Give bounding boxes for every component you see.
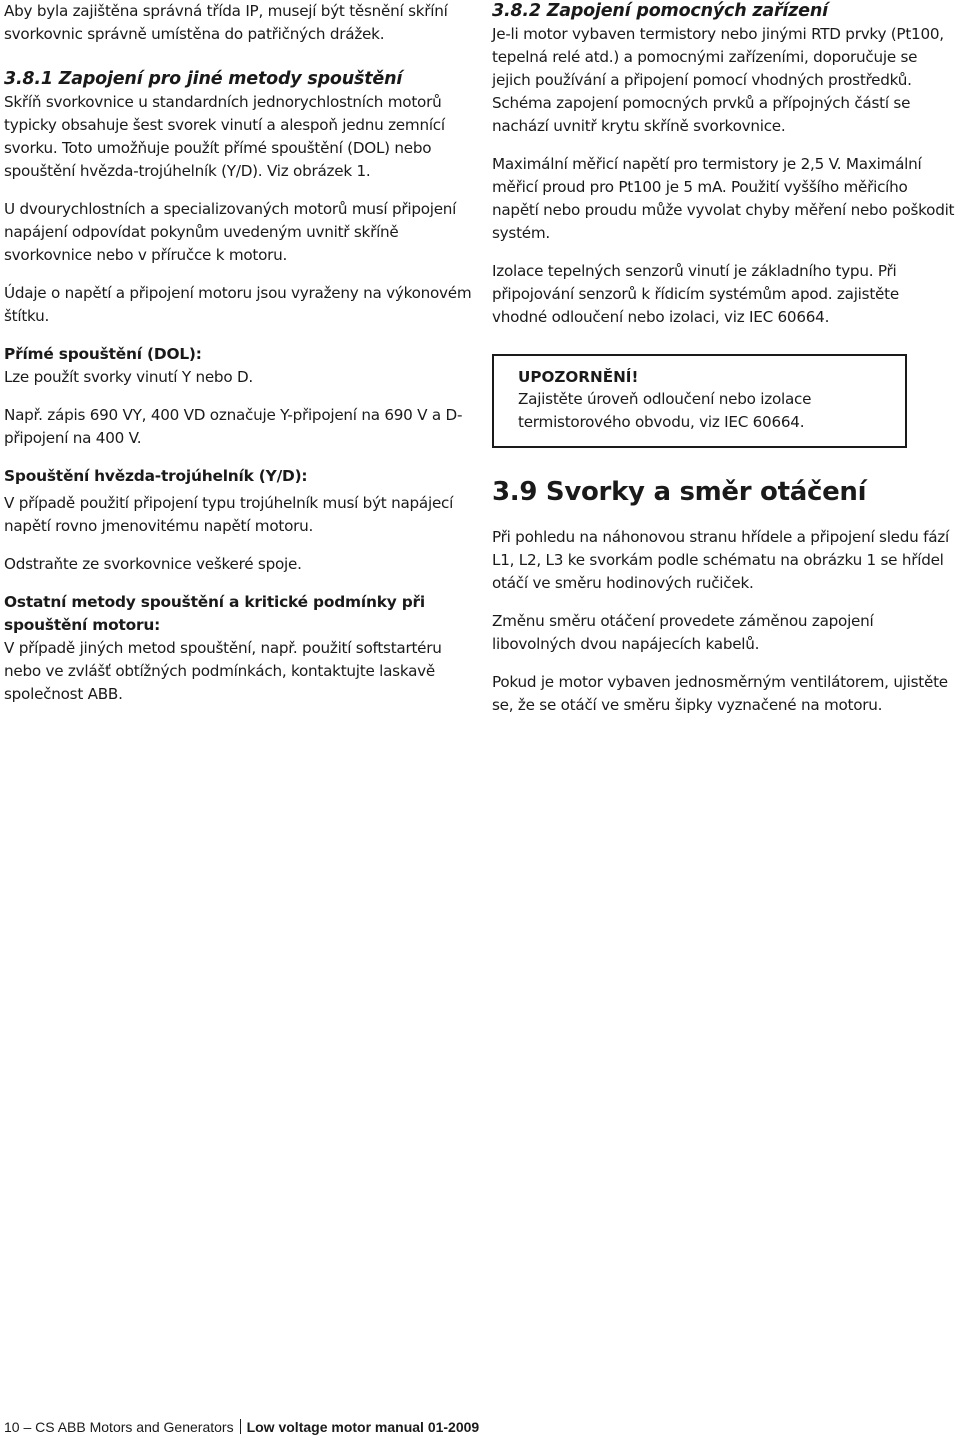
section-3-8-2-paragraph-3: Izolace tepelných senzorů vinutí je základního typu. Při připojování senzorů k řídicím systémům apod. zajistěte vhodné odloučení nebo izolaci, viz IEC 60664. xyxy=(492,262,899,326)
section-3-8-2-heading: 3.8.2 Zapojení pomocných zařízení xyxy=(492,1,828,21)
page-footer xyxy=(4,1418,479,1436)
warning-title: UPOZORNĚNÍ! xyxy=(518,368,639,386)
section-3-8-2-paragraph-1: Je-li motor vybaven termistory nebo jinými RTD prvky (Pt100, tepelná relé atd.) a pomocnými zařízeními, doporučuje se jejich používání a připojení pomocí vhodných prostředků. Schéma zapojení pomocných prvků a přípojných částí se nachází uvnitř krytu skříně svorkovnice. xyxy=(492,25,944,135)
footer-divider xyxy=(240,1419,241,1434)
dol-paragraph-2: Např. zápis 690 VY, 400 VD označuje Y-připojení na 690 V a D-připojení na 400 V. xyxy=(4,406,463,447)
section-3-8-1-paragraph-1: Skříň svorkovnice u standardních jednorychlostních motorů typicky obsahuje šest svorek vinutí a alespoň jednu zemnící svorku. Toto umožňuje použít přímé spouštění (DOL) nebo spouštění hvězda-trojúhelník (Y/D). Viz obrázek 1. xyxy=(4,93,445,180)
section-3-9-paragraph-1: Při pohledu na náhonovou stranu hřídele a připojení sledu fází L1, L2, L3 ke svorkám podle schématu na obrázku 1 se hřídel otáčí ve směru hodinových ručiček. xyxy=(492,528,949,592)
footer-page-info: 10 – CS ABB Motors and Generators xyxy=(4,1419,234,1435)
section-3-8-1-paragraph-2: U dvourychlostních a specializovaných motorů musí připojení napájení odpovídat pokynům uvedeným uvnitř skříně svorkovnice nebo v příručce k motoru. xyxy=(4,200,457,264)
footer-manual-title: Low voltage motor manual 01-2009 xyxy=(246,1419,480,1435)
other-methods-heading: Ostatní metody spouštění a kritické podmínky při spouštění motoru: xyxy=(4,593,426,634)
dol-paragraph-1: Lze použít svorky vinutí Y nebo D. xyxy=(4,368,253,386)
star-delta-paragraph-2: Odstraňte ze svorkovnice veškeré spoje. xyxy=(4,555,302,573)
section-3-9-paragraph-3: Pokud je motor vybaven jednosměrným ventilátorem, ujistěte se, že se otáčí ve směru šipky vyznačené na motoru. xyxy=(492,673,948,714)
left-column xyxy=(4,0,474,706)
section-3-8-1-paragraph-3: Údaje o napětí a připojení motoru jsou vyraženy na výkonovém štítku. xyxy=(4,284,472,325)
star-delta-paragraph-1: V případě použití připojení typu trojúhelník musí být napájecí napětí rovno jmenovitému napětí motoru. xyxy=(4,494,454,535)
warning-box xyxy=(492,354,907,448)
right-column xyxy=(492,0,958,717)
section-3-9-paragraph-2: Změnu směru otáčení provedete záměnou zapojení libovolných dvou napájecích kabelů. xyxy=(492,612,874,653)
warning-text: Zajistěte úroveň odloučení nebo izolace termistorového obvodu, viz IEC 60664. xyxy=(518,390,812,431)
star-delta-heading: Spouštění hvězda-trojúhelník (Y/D): xyxy=(4,467,308,485)
other-methods-paragraph: V případě jiných metod spouštění, např. použití softstartéru nebo ve zvlášť obtížných podmínkách, kontaktujte laskavě společnost ABB. xyxy=(4,639,442,703)
section-3-9-heading: 3.9 Svorky a směr otáčení xyxy=(492,477,867,507)
section-3-8-1-heading: 3.8.1 Zapojení pro jiné metody spouštění xyxy=(4,69,403,89)
dol-heading: Přímé spouštění (DOL): xyxy=(4,345,202,363)
section-3-8-2-paragraph-2: Maximální měřicí napětí pro termistory je 2,5 V. Maximální měřicí proud pro Pt100 je 5 mA. Použití vyššího měřicího napětí nebo proudu může vyvolat chyby měření nebo poškodit systém. xyxy=(492,155,955,242)
intro-paragraph: Aby byla zajištěna správná třída IP, musejí být těsnění skříní svorkovnic správně umístěna do patřičných drážek. xyxy=(4,2,448,43)
